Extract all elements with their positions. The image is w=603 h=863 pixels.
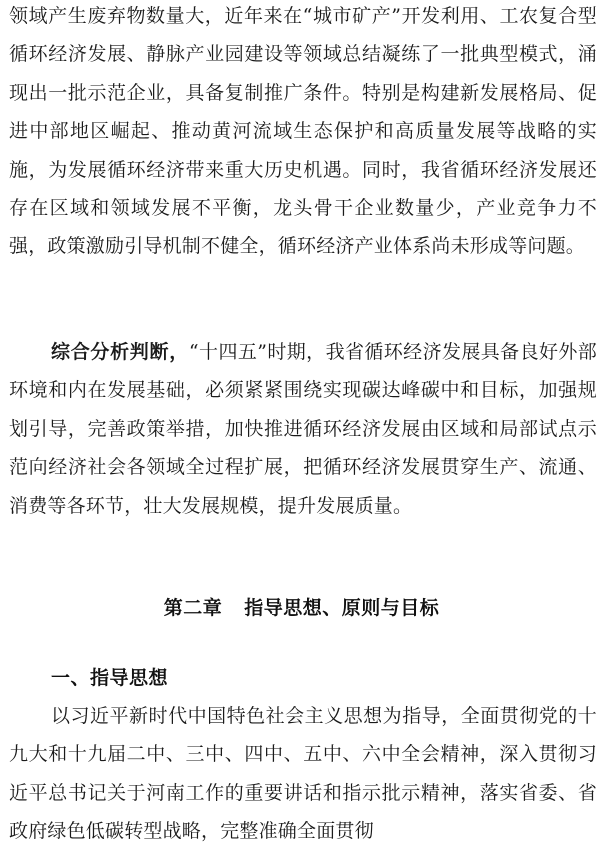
paragraph-text: 领域产生废弃物数量大，近年来在“城市矿产”开发利用、工农复合型循环经济发展、静脉产业园建设等领域总结凝练了一批典型模式，涌现出一批示范企业，具备复制推广条件。特别是构建新发展格局、促进中部地区崛起、推动黄河流域生态保护和高质量发展等战略的实施，为发展循环经济带来重大历史机遇。同时，我省循环经济发展还存在区域和领域发展不平衡，龙头骨干企业数量少，产业竞争力不强，政策激励引导机制不健全，循环经济产业体系尚未形成等问题。 (9, 5, 597, 258)
paragraph-circular-economy-status (0, 0, 603, 266)
chapter-heading (0, 593, 603, 620)
paragraph-guiding-ideology (0, 697, 603, 851)
paragraph-comprehensive-analysis (0, 333, 603, 525)
paragraph-text: 以习近平新时代中国特色社会主义思想为指导，全面贯彻党的十九大和十九届二中、三中、四中、五中、六中全会精神，深入贯彻习近平总书记关于河南工作的重要讲话和指示批示精神，落实省委、省政府绿色低碳转型战略，完整准确全面贯彻 (9, 705, 597, 843)
paragraph-text: “十四五”时期，我省循环经济发展具备良好外部环境和内在发展基础，必须紧紧围绕实现碳达峰碳中和目标，加强规划引导，完善政策举措，加快推进循环经济发展由区域和局部试点示范向经济社会各领域全过程扩展，把循环经济发展贯穿生产、流通、消费等各环节，壮大发展规模，提升发展质量。 (9, 341, 597, 517)
section-heading: 一、指导思想 (51, 667, 169, 689)
chapter-title: 指导思想、原则与目标 (244, 597, 440, 619)
chapter-number: 第二章 (163, 597, 223, 619)
paragraph-lead: 综合分析判断， (51, 341, 189, 363)
